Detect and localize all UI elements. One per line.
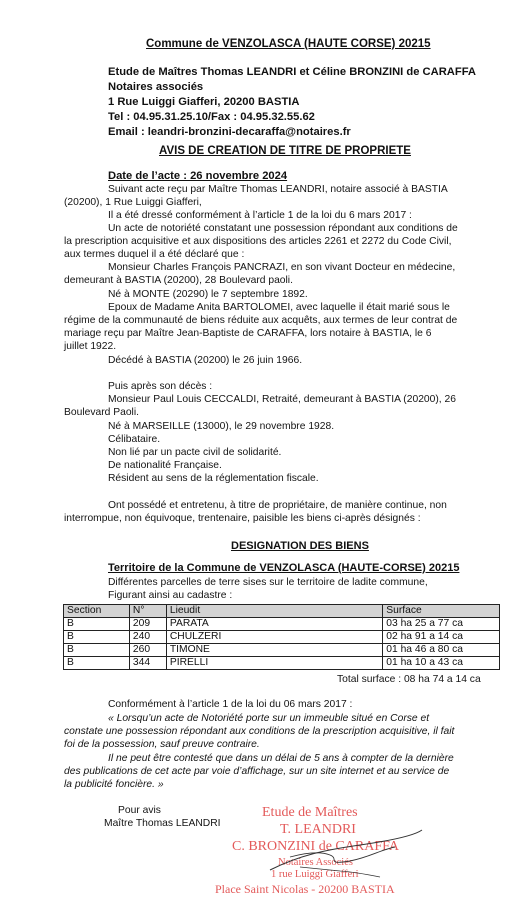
- table-cell: B: [64, 631, 130, 644]
- signer-name: Maître Thomas LEANDRI: [104, 818, 221, 829]
- stamp-line: Etude de Maîtres: [262, 805, 358, 820]
- body-line: Suivant acte reçu par Maître Thomas LEANDRI, notaire associé à BASTIA: [108, 184, 448, 195]
- body-line: régime de la communauté de biens réduite aux acquêts, aux termes de leur contrat de: [64, 315, 458, 326]
- figurant-line: Figurant ainsi au cadastre :: [108, 590, 233, 601]
- table-cell: 209: [129, 618, 166, 631]
- body-line: la prescription acquisitive et aux dispositions des articles 2261 et 2272 du Code Civil,: [64, 236, 452, 247]
- date-line: Date de l’acte : 26 novembre 2024: [108, 170, 288, 182]
- stamp-line: 1 rue Luiggi Giafferi: [271, 869, 359, 880]
- office-phone: Tel : 04.95.31.25.10/Fax : 04.95.32.55.62: [108, 111, 315, 123]
- territoire-line: Territoire de la Commune de VENZOLASCA (HAUTE-CORSE) 20215: [108, 562, 460, 574]
- office-address: 1 Rue Luiggi Giafferi, 20200 BASTIA: [108, 96, 300, 108]
- pour-avis: Pour avis: [118, 805, 161, 816]
- body-line: mariage reçu par Maître Jean-Baptiste de CARAFFA, lors notaire à BASTIA, le 6: [64, 328, 432, 339]
- avis-title: AVIS DE CREATION DE TITRE DE PROPRIETE: [159, 145, 411, 157]
- body-line: Monsieur Paul Louis CECCALDI, Retraité, demeurant à BASTIA (20200), 26: [108, 394, 456, 405]
- body-line: Non lié par un pacte civil de solidarité.: [108, 447, 282, 458]
- table-cell: CHULZERI: [166, 631, 382, 644]
- office-email: Email : leandri-bronzini-decaraffa@notaires.fr: [108, 126, 351, 138]
- column-header: Surface: [383, 605, 500, 618]
- table-cell: TIMONE: [166, 644, 382, 657]
- office-subtitle: Notaires associés: [108, 81, 204, 93]
- column-header: N°: [129, 605, 166, 618]
- body-line: Monsieur Charles François PANCRAZI, en son vivant Docteur en médecine,: [108, 262, 456, 273]
- table-cell: 240: [129, 631, 166, 644]
- office-name: Etude de Maîtres Thomas LEANDRI et Céline BRONZINI de CARAFFA: [108, 66, 476, 78]
- body-line: (20200), 1 Rue Luiggi Giafferi,: [64, 197, 202, 208]
- table-cell: PARATA: [166, 618, 382, 631]
- table-cell: B: [64, 657, 130, 670]
- quote-line: des publications de cet acte par voie d’affichage, sur un site internet et au service de: [64, 766, 450, 777]
- table-row: [64, 631, 500, 644]
- table-cell: B: [64, 644, 130, 657]
- table-cell: 344: [129, 657, 166, 670]
- table-cell: 03 ha 25 a 77 ca: [383, 618, 500, 631]
- stamp-line: T. LEANDRI: [280, 822, 356, 837]
- body-line: Boulevard Paoli.: [64, 407, 139, 418]
- table-cell: 01 ha 10 a 43 ca: [383, 657, 500, 670]
- body-line: Il a été dressé conformément à l’article 1 de la loi du 6 mars 2017 :: [108, 210, 412, 221]
- closing-line: Conformément à l’article 1 de la loi du 06 mars 2017 :: [108, 699, 353, 710]
- table-cell: 260: [129, 644, 166, 657]
- cadastre-table: [63, 604, 500, 670]
- table-cell: 02 ha 91 a 14 ca: [383, 631, 500, 644]
- body-line: Né à MARSEILLE (13000), le 29 novembre 1928.: [108, 421, 335, 432]
- body-line: interrompue, non équivoque, trentenaire, paisible les biens ci-après désignés :: [64, 513, 421, 524]
- table-cell: 01 ha 46 a 80 ca: [383, 644, 500, 657]
- parcelles-line: Différentes parcelles de terre sises sur le territoire de ladite commune,: [108, 577, 428, 588]
- body-line: Né à MONTE (20290) le 7 septembre 1892.: [108, 289, 308, 300]
- table-cell: B: [64, 618, 130, 631]
- table-header-row: [64, 605, 500, 618]
- body-line: Un acte de notoriété constatant une possession répondant aux conditions de: [108, 223, 458, 234]
- body-line: Puis après son décès :: [108, 381, 213, 392]
- body-line: Epoux de Madame Anita BARTOLOMEI, avec laquelle il était marié sous le: [108, 302, 450, 313]
- body-line: De nationalité Française.: [108, 460, 222, 471]
- table-row: [64, 644, 500, 657]
- stamp-line: Notaires Associés: [278, 857, 353, 868]
- body-line: Ont possédé et entretenu, à titre de propriétaire, de manière continue, non: [108, 500, 447, 511]
- table-row: [64, 657, 500, 670]
- quote-line: constate une possession répondant aux conditions de la prescription acquisitive, il fait: [64, 726, 455, 737]
- body-line: Résident au sens de la réglementation fiscale.: [108, 473, 319, 484]
- column-header: Section: [64, 605, 130, 618]
- body-line: Décédé à BASTIA (20200) le 26 juin 1966.: [108, 355, 303, 366]
- designation-title: DESIGNATION DES BIENS: [231, 540, 369, 552]
- body-line: juillet 1922.: [64, 341, 117, 352]
- quote-line: Il ne peut être contesté que dans un délai de 5 ans à compter de la dernière: [108, 753, 454, 764]
- quote-line: foi de la possession, sauf preuve contraire.: [64, 739, 260, 750]
- signature-scribble: [230, 815, 430, 895]
- body-line: aux termes duquel il a été déclaré que :: [64, 249, 245, 260]
- body-line: Célibataire.: [108, 434, 161, 445]
- stamp-line: C. BRONZINI de CARAFFA: [232, 839, 399, 854]
- quote-line: la publicité foncière. »: [64, 779, 164, 790]
- column-header: Lieudit: [166, 605, 382, 618]
- stamp-line: Place Saint Nicolas - 20200 BASTIA: [215, 882, 395, 896]
- table-cell: PIRELLI: [166, 657, 382, 670]
- commune-title: Commune de VENZOLASCA (HAUTE CORSE) 20215: [146, 38, 431, 50]
- total-surface: Total surface : 08 ha 74 a 14 ca: [337, 674, 481, 685]
- body-line: demeurant à BASTIA (20200), 28 Boulevard paoli.: [64, 275, 293, 286]
- table-row: [64, 618, 500, 631]
- quote-line: « Lorsqu’un acte de Notoriété porte sur un immeuble situé en Corse et: [108, 713, 430, 724]
